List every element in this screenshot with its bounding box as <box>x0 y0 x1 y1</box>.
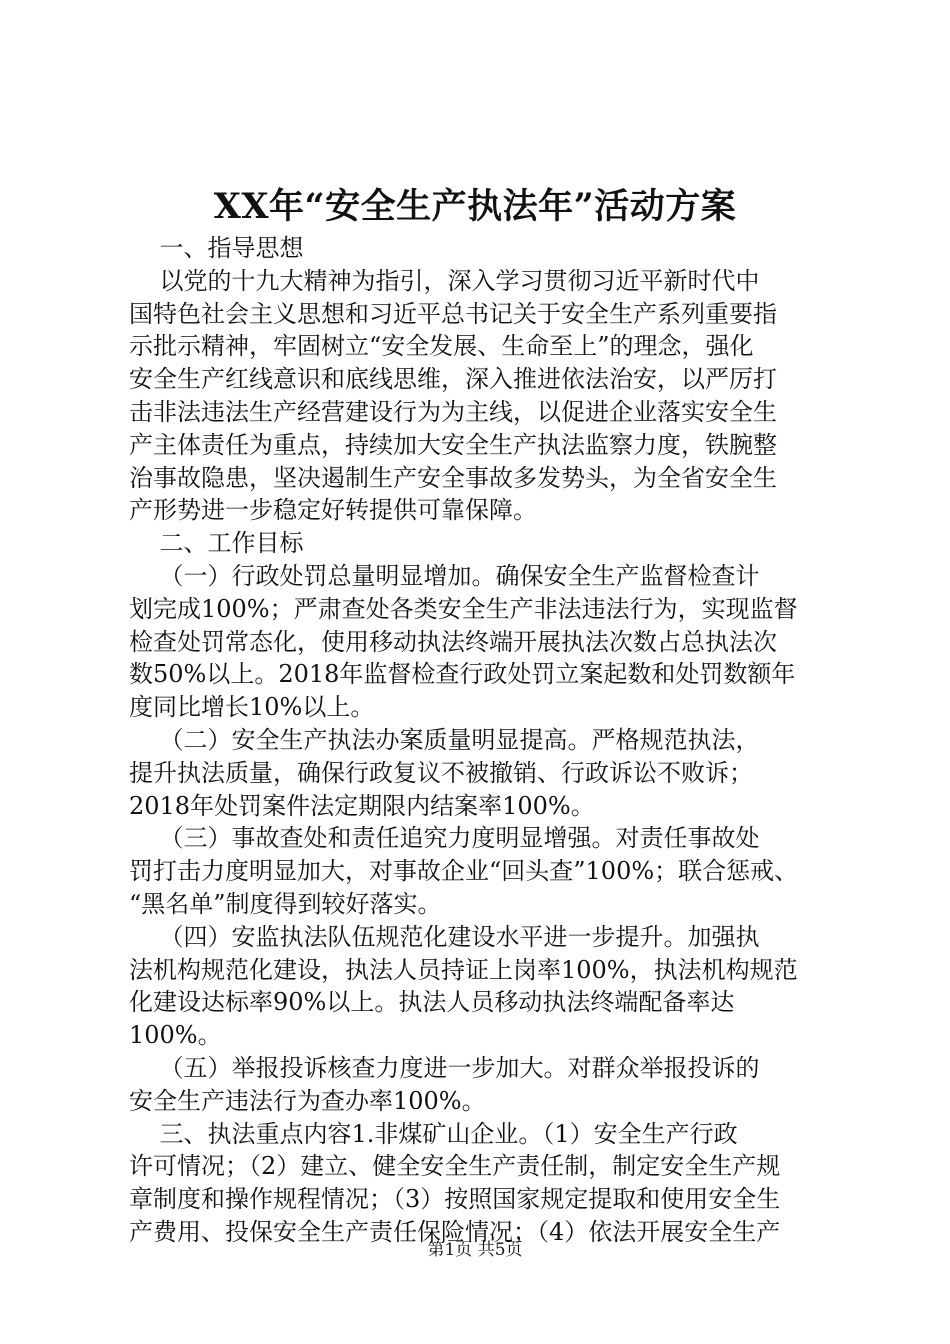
text-line: 安全生产红线意识和底线思维，深入推进依法治安，以严厉打 <box>129 365 777 394</box>
text-line: 击非法违法生产经营建设行为为主线，以促进企业落实安全生 <box>129 397 777 426</box>
text-line: 二、工作目标 <box>129 529 304 558</box>
text-line: 100%。 <box>129 1021 222 1050</box>
text-line: （四）安监执法队伍规范化建设水平进一步提升。加强执 <box>129 922 760 951</box>
text-line: 度同比增长10%以上。 <box>129 693 375 722</box>
text-line: 数50%以上。2018年监督检查行政处罚立案起数和处罚数额年 <box>129 660 796 689</box>
text-line: 产形势进一步稳定好转提供可靠保障。 <box>129 496 537 525</box>
text-line: 许可情况；（2）建立、健全安全生产责任制，制定安全生产规 <box>129 1152 781 1181</box>
text-line: （三）事故查处和责任追究力度明显增强。对责任事故处 <box>129 824 760 853</box>
text-line: （二）安全生产执法办案质量明显提高。严格规范执法， <box>129 725 760 754</box>
text-line: 示批示精神，牢固树立“安全发展、生命至上”的理念，强化 <box>129 332 754 361</box>
text-line: 划完成100%；严肃查处各类安全生产非法违法行为，实现监督 <box>129 594 798 623</box>
text-line: （一）行政处罚总量明显增加。确保安全生产监督检查计 <box>129 561 760 590</box>
text-line: 化建设达标率90%以上。执法人员移动执法终端配备率达 <box>129 988 735 1017</box>
text-line: 产费用、投保安全生产责任保险情况；（4）依法开展安全生产 <box>129 1217 781 1246</box>
text-line: 检查处罚常态化，使用移动执法终端开展执法次数占总执法次 <box>129 627 777 656</box>
text-line: 2018年处罚案件法定期限内结案率100%。 <box>129 791 595 820</box>
document-title: XX年“安全生产执法年”活动方案 <box>213 186 737 227</box>
text-line: 法机构规范化建设，执法人员持证上岗率100%，执法机构规范 <box>129 955 798 984</box>
text-line: （五）举报投诉核查力度进一步加大。对群众举报投诉的 <box>129 1053 760 1082</box>
text-line: 治事故隐患，坚决遏制生产安全事故多发势头，为全省安全生 <box>129 463 777 492</box>
text-line: 三、执法重点内容1.非煤矿山企业。（1）安全生产行政 <box>129 1119 738 1148</box>
page-footer: 第1页 共5页 <box>427 1240 523 1260</box>
text-line: 产主体责任为重点，持续加大安全生产执法监察力度，铁腕整 <box>129 430 777 459</box>
text-line: 提升执法质量，确保行政复议不被撤销、行政诉讼不败诉； <box>129 758 753 787</box>
text-line: 章制度和操作规程情况；（3）按照国家规定提取和使用安全生 <box>129 1185 781 1214</box>
text-line: 罚打击力度明显加大，对事故企业“回头查”100%；联合惩戒、 <box>129 857 799 886</box>
text-line: 以党的十九大精神为指引，深入学习贯彻习近平新时代中 <box>129 266 760 295</box>
text-line: “黑名单”制度得到较好落实。 <box>129 889 442 918</box>
text-line: 安全生产违法行为查办率100%。 <box>129 1086 486 1115</box>
document-body <box>129 232 835 1249</box>
text-line: 国特色社会主义思想和习近平总书记关于安全生产系列重要指 <box>129 299 777 328</box>
text-line: 一、指导思想 <box>129 234 304 262</box>
